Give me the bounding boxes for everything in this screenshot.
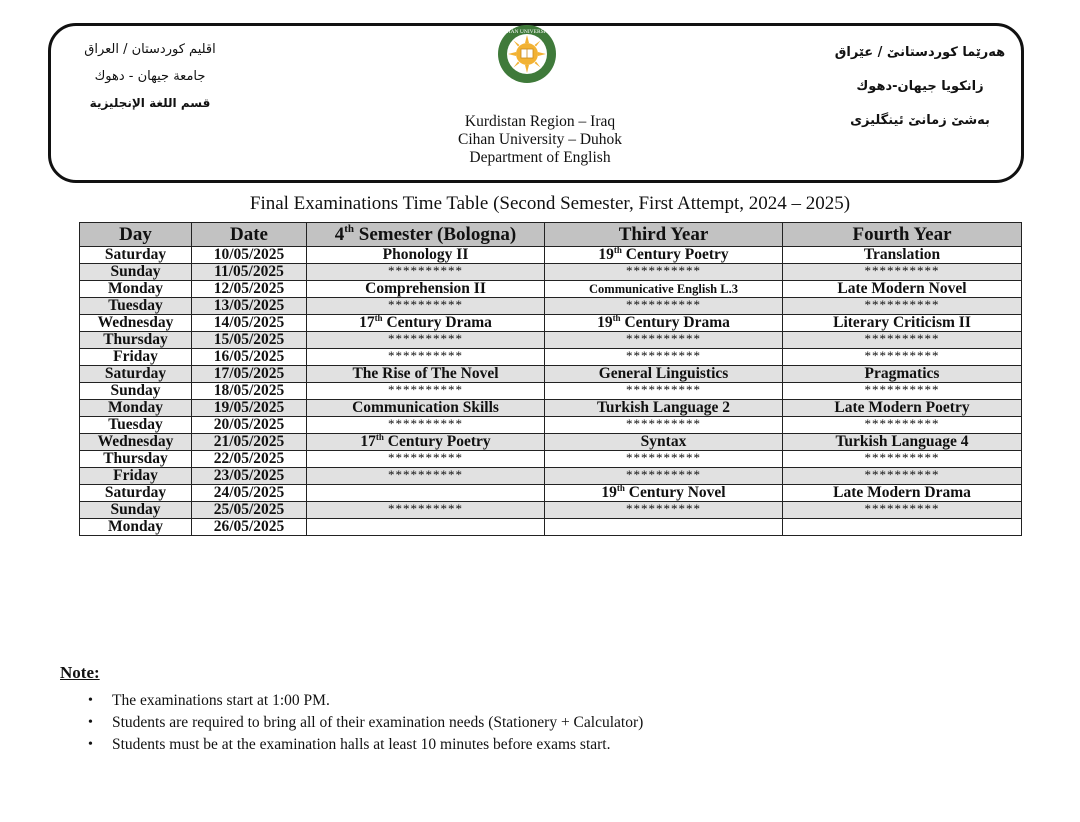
english-letterhead — [380, 113, 700, 167]
ordinal-number: 17 — [360, 433, 376, 450]
note-text: Students are required to bring all of their examination needs (Stationery + Calculator) — [112, 714, 644, 731]
cell-text: ********** — [388, 263, 463, 278]
logo-ring-text: CIHAN UNIVERSITY — [501, 29, 553, 35]
date-cell: 21/05/2025 — [192, 434, 307, 451]
arabic-letterhead — [60, 36, 240, 117]
table-row — [80, 281, 1022, 298]
fourth-year-exam-cell — [783, 502, 1022, 519]
exam-timetable — [79, 222, 1022, 536]
fourth-year-exam-cell — [783, 247, 1022, 264]
date-cell: 11/05/2025 — [192, 264, 307, 281]
table-row — [80, 315, 1022, 332]
date-cell: 18/05/2025 — [192, 383, 307, 400]
timetable-title: Final Examinations Time Table (Second Semester, First Attempt, 2024 – 2025) — [249, 193, 851, 214]
ordinal-suffix: th — [374, 314, 383, 323]
table-row — [80, 349, 1022, 366]
4th-semester-exam-cell — [307, 281, 545, 298]
header-third-year — [545, 223, 783, 247]
third-year-exam-cell — [545, 264, 783, 281]
english-university-line: Cihan University – Duhok — [457, 131, 623, 148]
cell-text: Turkish Language 4 — [835, 433, 969, 450]
third-year-exam-cell — [545, 281, 783, 298]
cell-text: ********** — [626, 467, 701, 482]
day-cell: Thursday — [80, 332, 192, 349]
cell-text: ********** — [864, 331, 940, 346]
cell-text: Literary Criticism II — [833, 314, 971, 331]
date-cell: 19/05/2025 — [192, 400, 307, 417]
fourth-year-exam-cell — [783, 264, 1022, 281]
cell-text: ********** — [388, 416, 463, 431]
third-year-exam-cell — [545, 434, 783, 451]
ordinal-number: 19 — [598, 246, 614, 263]
cihan-university-logo-icon — [497, 24, 557, 84]
cell-text: Semester (Bologna) — [354, 224, 517, 245]
kurdish-region-line: هەرێما كوردستانێ / عێراق — [834, 45, 1006, 60]
arabic-university-line: جامعة جيهان - دهوك — [94, 69, 206, 84]
table-row — [80, 332, 1022, 349]
cell-text: Communication Skills — [352, 399, 499, 416]
table-row — [80, 264, 1022, 281]
cell-text: ********** — [864, 348, 940, 363]
header-4th-semester — [307, 223, 545, 247]
ordinal-number: 19 — [597, 314, 613, 331]
fourth-year-exam-cell — [783, 366, 1022, 383]
header-fourth-year — [783, 223, 1022, 247]
third-year-exam-cell — [545, 502, 783, 519]
note-text: Students must be at the examination halls at least 10 minutes before exams start. — [112, 736, 611, 753]
4th-semester-exam-cell — [307, 247, 545, 264]
table-row — [80, 366, 1022, 383]
cell-text: ********** — [626, 263, 701, 278]
table-row — [80, 519, 1022, 536]
cell-text: ********** — [388, 501, 463, 516]
table-row — [80, 383, 1022, 400]
cell-text: Century Poetry — [383, 433, 491, 450]
4th-semester-exam-cell — [307, 485, 545, 502]
cell-text: ********** — [388, 297, 463, 312]
cell-text: Phonology II — [382, 246, 469, 263]
ordinal-suffix: th — [616, 484, 625, 493]
4th-semester-exam-cell — [307, 315, 545, 332]
date-cell: 24/05/2025 — [192, 485, 307, 502]
third-year-exam-cell — [545, 349, 783, 366]
fourth-year-exam-cell — [783, 485, 1022, 502]
fourth-year-exam-cell — [783, 349, 1022, 366]
cell-text: Translation — [863, 246, 941, 263]
ordinal-suffix: th — [613, 246, 622, 255]
cell-text: Syntax — [640, 433, 687, 450]
day-cell: Monday — [80, 519, 192, 536]
cell-text: Century Novel — [624, 484, 726, 501]
header-date — [192, 223, 307, 247]
day-cell: Monday — [80, 400, 192, 417]
table-row — [80, 468, 1022, 485]
arabic-department-line: قسم اللغة الإنجليزية — [89, 96, 211, 110]
day-cell: Wednesday — [80, 315, 192, 332]
day-cell: Friday — [80, 349, 192, 366]
cell-text: Day — [119, 224, 152, 245]
english-region-line: Kurdistan Region – Iraq — [464, 113, 616, 130]
4th-semester-exam-cell — [307, 400, 545, 417]
4th-semester-exam-cell — [307, 332, 545, 349]
cell-text: ********** — [388, 382, 463, 397]
third-year-exam-cell — [545, 451, 783, 468]
day-cell: Sunday — [80, 383, 192, 400]
fourth-year-exam-cell — [783, 451, 1022, 468]
day-cell: Tuesday — [80, 417, 192, 434]
day-cell: Saturday — [80, 485, 192, 502]
fourth-year-exam-cell — [783, 519, 1022, 536]
4th-semester-exam-cell — [307, 383, 545, 400]
day-cell: Saturday — [80, 366, 192, 383]
4th-semester-exam-cell — [307, 264, 545, 281]
third-year-exam-cell — [545, 247, 783, 264]
cell-text: The Rise of The Novel — [352, 365, 499, 382]
cell-text: ********** — [388, 348, 463, 363]
cell-text: Fourth Year — [852, 224, 952, 245]
cell-text: ********** — [864, 450, 940, 465]
4th-semester-exam-cell — [307, 468, 545, 485]
cell-text: Pragmatics — [864, 365, 940, 382]
day-cell: Saturday — [80, 247, 192, 264]
table-row — [80, 434, 1022, 451]
table-header-row — [80, 223, 1022, 247]
day-cell: Sunday — [80, 264, 192, 281]
cell-text: ********** — [864, 297, 940, 312]
cell-text: ********** — [626, 348, 701, 363]
cell-text: ********** — [388, 467, 463, 482]
table-row — [80, 400, 1022, 417]
day-cell: Tuesday — [80, 298, 192, 315]
fourth-year-exam-cell — [783, 298, 1022, 315]
kurdish-university-line: زانكويا جيهان-دهوك — [856, 79, 984, 94]
cell-text: ********** — [626, 297, 701, 312]
date-cell: 15/05/2025 — [192, 332, 307, 349]
kurdish-department-line: بەشێ زمانێ ئینگليزى — [850, 113, 990, 128]
note-item — [86, 712, 643, 734]
table-row — [80, 451, 1022, 468]
cell-text: ********** — [864, 501, 940, 516]
third-year-exam-cell — [545, 315, 783, 332]
cell-text: ********** — [864, 416, 940, 431]
cell-text: ********** — [626, 416, 701, 431]
cell-text: ********** — [626, 450, 701, 465]
cell-text: Late Modern Poetry — [834, 399, 970, 416]
cell-text: ********** — [388, 450, 463, 465]
fourth-year-exam-cell — [783, 383, 1022, 400]
timetable-body — [80, 247, 1022, 536]
cell-text: Comprehension II — [365, 280, 486, 297]
third-year-exam-cell — [545, 519, 783, 536]
bullet-icon: • — [88, 693, 93, 708]
table-row — [80, 417, 1022, 434]
note-heading: Note: — [60, 663, 100, 682]
date-cell: 22/05/2025 — [192, 451, 307, 468]
date-cell: 25/05/2025 — [192, 502, 307, 519]
fourth-year-exam-cell — [783, 468, 1022, 485]
english-department-line: Department of English — [469, 149, 611, 166]
4th-semester-exam-cell — [307, 451, 545, 468]
third-year-exam-cell — [545, 417, 783, 434]
date-cell: 17/05/2025 — [192, 366, 307, 383]
bullet-icon: • — [88, 715, 93, 730]
4th-semester-exam-cell — [307, 417, 545, 434]
4th-semester-exam-cell — [307, 349, 545, 366]
third-year-exam-cell — [545, 332, 783, 349]
fourth-year-exam-cell — [783, 417, 1022, 434]
day-cell: Friday — [80, 468, 192, 485]
date-cell: 10/05/2025 — [192, 247, 307, 264]
date-cell: 23/05/2025 — [192, 468, 307, 485]
4th-semester-exam-cell — [307, 434, 545, 451]
ordinal-suffix: th — [375, 433, 384, 442]
day-cell: Sunday — [80, 502, 192, 519]
table-row — [80, 485, 1022, 502]
cell-text: Turkish Language 2 — [597, 399, 730, 416]
date-cell: 26/05/2025 — [192, 519, 307, 536]
cell-text: ********** — [388, 331, 463, 346]
third-year-exam-cell — [545, 366, 783, 383]
cell-text: Century Drama — [620, 314, 730, 331]
third-year-exam-cell — [545, 485, 783, 502]
table-row — [80, 298, 1022, 315]
third-year-exam-cell — [545, 400, 783, 417]
4th-semester-exam-cell — [307, 298, 545, 315]
fourth-year-exam-cell — [783, 434, 1022, 451]
arabic-region-line: اقليم كوردستان / العراق — [84, 42, 216, 57]
ordinal-suffix: th — [344, 223, 355, 235]
day-cell: Monday — [80, 281, 192, 298]
bullet-icon: • — [88, 737, 93, 752]
4th-semester-exam-cell — [307, 366, 545, 383]
4th-semester-exam-cell — [307, 502, 545, 519]
note-item — [86, 690, 643, 712]
table-row — [80, 502, 1022, 519]
ordinal-suffix: th — [612, 314, 621, 323]
cell-text: Third Year — [618, 224, 709, 245]
fourth-year-exam-cell — [783, 281, 1022, 298]
date-cell: 14/05/2025 — [192, 315, 307, 332]
cell-text: Century Poetry — [621, 246, 729, 263]
cell-text: Late Modern Drama — [833, 484, 971, 501]
cell-text: Late Modern Novel — [837, 280, 967, 297]
fourth-year-exam-cell — [783, 400, 1022, 417]
table-row — [80, 247, 1022, 264]
kurdish-letterhead — [810, 36, 1030, 138]
fourth-year-exam-cell — [783, 332, 1022, 349]
day-cell: Thursday — [80, 451, 192, 468]
cell-text: ********** — [864, 263, 940, 278]
ordinal-number: 17 — [359, 314, 375, 331]
cell-text: ********** — [626, 501, 701, 516]
date-cell: 16/05/2025 — [192, 349, 307, 366]
note-text: The examinations start at 1:00 PM. — [112, 692, 330, 709]
note-item — [86, 734, 643, 756]
third-year-exam-cell — [545, 468, 783, 485]
ordinal-number: 4 — [334, 224, 345, 245]
cell-text: Century Drama — [382, 314, 492, 331]
ordinal-number: 19 — [601, 484, 617, 501]
4th-semester-exam-cell — [307, 519, 545, 536]
date-cell: 20/05/2025 — [192, 417, 307, 434]
cell-text: Communicative English L.3 — [589, 282, 738, 296]
header-day — [80, 223, 192, 247]
third-year-exam-cell — [545, 298, 783, 315]
cell-text: ********** — [864, 382, 940, 397]
date-cell: 12/05/2025 — [192, 281, 307, 298]
cell-text: Date — [230, 224, 268, 245]
cell-text: General Linguistics — [598, 365, 729, 382]
day-cell: Wednesday — [80, 434, 192, 451]
fourth-year-exam-cell — [783, 315, 1022, 332]
third-year-exam-cell — [545, 383, 783, 400]
notes-list — [86, 690, 643, 756]
date-cell: 13/05/2025 — [192, 298, 307, 315]
cell-text: ********** — [626, 331, 701, 346]
cell-text: ********** — [626, 382, 701, 397]
cell-text: ********** — [864, 467, 940, 482]
